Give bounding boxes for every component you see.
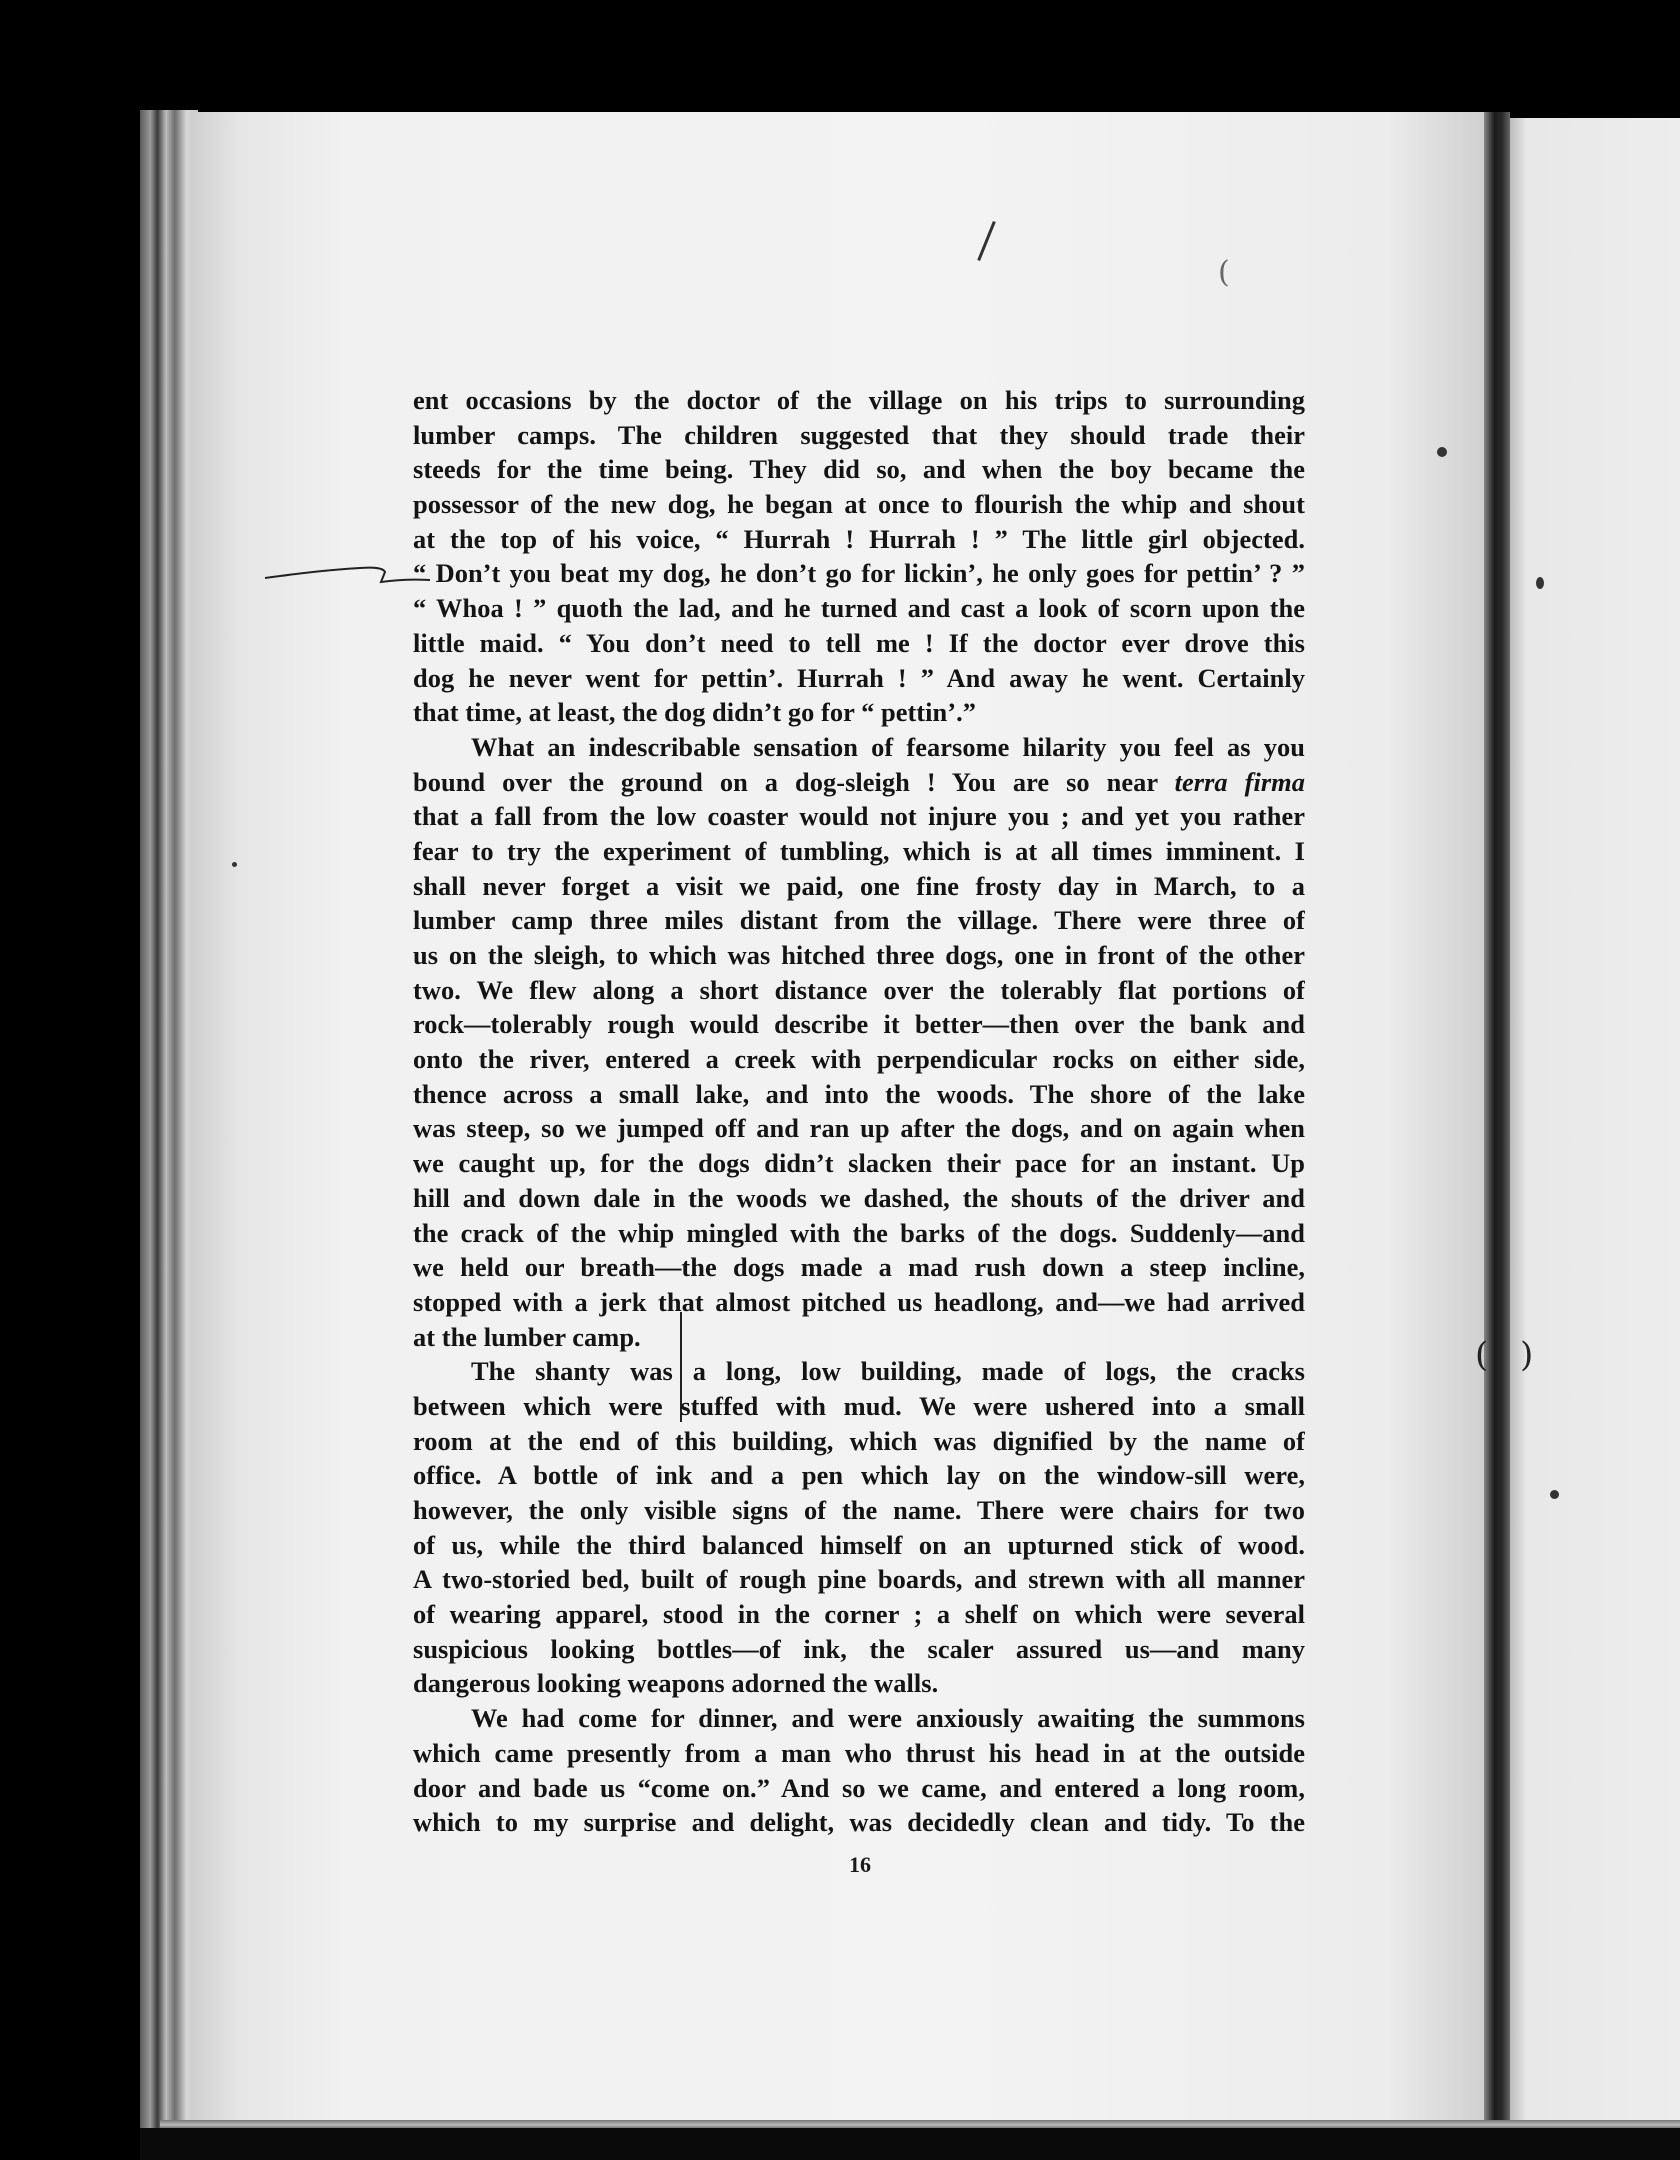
text-line: at the top of his voice, “ Hurrah ! Hurrah ! ” The little girl objected. <box>413 523 1305 554</box>
text-line: dangerous looking weapons adorned the walls. <box>413 1668 939 1699</box>
text-line: office. A bottle of ink and a pen which lay on the window-sill were, <box>413 1460 1305 1491</box>
paragraph <box>413 730 1305 1354</box>
text-line: steeds for the time being. They did so, and when the boy became the <box>413 454 1305 485</box>
text-line: ent occasions by the doctor of the village on his trips to surrounding <box>413 385 1305 415</box>
pencil-mark: ( <box>1218 255 1230 290</box>
text-line: onto the river, entered a creek with perpendicular rocks on either side, <box>413 1044 1305 1075</box>
text-line: rock—tolerably rough would describe it better—then over the bank and <box>413 1009 1305 1040</box>
text-line: thence across a small lake, and into the woods. The shore of the lake <box>413 1078 1305 1109</box>
text-line: which came presently from a man who thrust his head in at the outside <box>413 1737 1305 1768</box>
text-line: however, the only visible signs of the name. There were chairs for two <box>413 1495 1305 1525</box>
ink-speck <box>1536 577 1544 589</box>
text-line: dog he never went for pettin’. Hurrah ! ” And away he went. Certainly <box>413 662 1305 693</box>
paragraph <box>413 1354 1305 1701</box>
text-line: that a fall from the low coaster would not injure you ; and yet you rather <box>413 801 1305 832</box>
text-line: room at the end of this building, which was dignified by the name of <box>413 1425 1305 1456</box>
text-line: We had come for dinner, and were anxiously awaiting the summons <box>471 1703 1305 1734</box>
text-line: possessor of the new dog, he began at once to flourish the whip and shout <box>413 489 1305 520</box>
text-line: which to my surprise and delight, was decidedly clean and tidy. To the <box>413 1807 1305 1838</box>
text-line: hill and down dale in the woods we dashed, the shouts of the driver and <box>413 1182 1305 1213</box>
body-text <box>413 383 1305 1840</box>
text-line: door and bade us “come on.” And so we came, and entered a long room, <box>413 1772 1305 1803</box>
text-line: little maid. “ You don’t need to tell me ! If the doctor ever drove this <box>413 627 1305 658</box>
text-line: lumber camp three miles distant from the village. There were three of <box>413 905 1305 936</box>
paragraph <box>413 1701 1305 1840</box>
ink-speck <box>1437 447 1447 457</box>
text-line: between which were stuffed with mud. We were ushered into a small <box>413 1390 1305 1421</box>
text-line: we held our breath—the dogs made a mad rush down a steep incline, <box>413 1252 1305 1283</box>
text-line: was steep, so we jumped off and ran up after the dogs, and on again when <box>413 1113 1305 1144</box>
facing-page-mark: ) <box>1520 1335 1534 1375</box>
text-line: A two-storied bed, built of rough pine boards, and strewn with all manner <box>413 1564 1305 1595</box>
facing-page-mark: ( <box>1475 1335 1489 1375</box>
text-line: lumber camps. The children suggested that they should trade their <box>413 419 1305 450</box>
page-number: 16 <box>849 1852 871 1877</box>
text-line <box>413 765 1305 800</box>
paragraph <box>413 383 1305 730</box>
text-line: What an indescribable sensation of fearsome hilarity you feel as you <box>471 731 1305 762</box>
text-line: The shanty was a long, low building, made of logs, the cracks <box>471 1356 1305 1387</box>
text-line: suspicious looking bottles—of ink, the scaler assured us—and many <box>413 1633 1305 1664</box>
text-line: “ Don’t you beat my dog, he don’t go for lickin’, he only goes for pettin’ ? ” <box>413 558 1305 589</box>
text-line: us on the sleigh, to which was hitched three dogs, one in front of the other <box>413 940 1305 970</box>
text-line: of wearing apparel, stood in the corner ; a shelf on which were several <box>413 1599 1305 1630</box>
ink-speck <box>1550 1490 1559 1499</box>
text-line: fear to try the experiment of tumbling, which is at all times imminent. I <box>413 835 1305 866</box>
facing-page <box>1510 118 1680 2128</box>
text-line: two. We flew along a short distance over the tolerably flat portions of <box>413 974 1305 1005</box>
text-line: we caught up, for the dogs didn’t slacken their pace for an instant. Up <box>413 1148 1305 1179</box>
text-line: stopped with a jerk that almost pitched us headlong, and—we had arrived <box>413 1286 1305 1317</box>
text-line: of us, while the third balanced himself on an upturned stick of wood. <box>413 1529 1305 1560</box>
book-gutter <box>1484 112 1510 2127</box>
text-line: shall never forget a visit we paid, one fine frosty day in March, to a <box>413 870 1305 901</box>
text-line: “ Whoa ! ” quoth the lad, and he turned and cast a look of scorn upon the <box>413 593 1305 624</box>
ink-speck <box>232 862 237 867</box>
text-line: at the lumber camp. <box>413 1321 641 1352</box>
text-segment: bound over the ground on a dog-sleigh ! You are so near <box>413 766 1175 797</box>
scan-border-bottom <box>140 2128 1680 2160</box>
text-line: the crack of the whip mingled with the barks of the dogs. Suddenly—and <box>413 1217 1305 1248</box>
italic-phrase: terra firma <box>1174 766 1305 797</box>
text-line: that time, at least, the dog didn’t go for “ pettin’.” <box>413 697 976 728</box>
